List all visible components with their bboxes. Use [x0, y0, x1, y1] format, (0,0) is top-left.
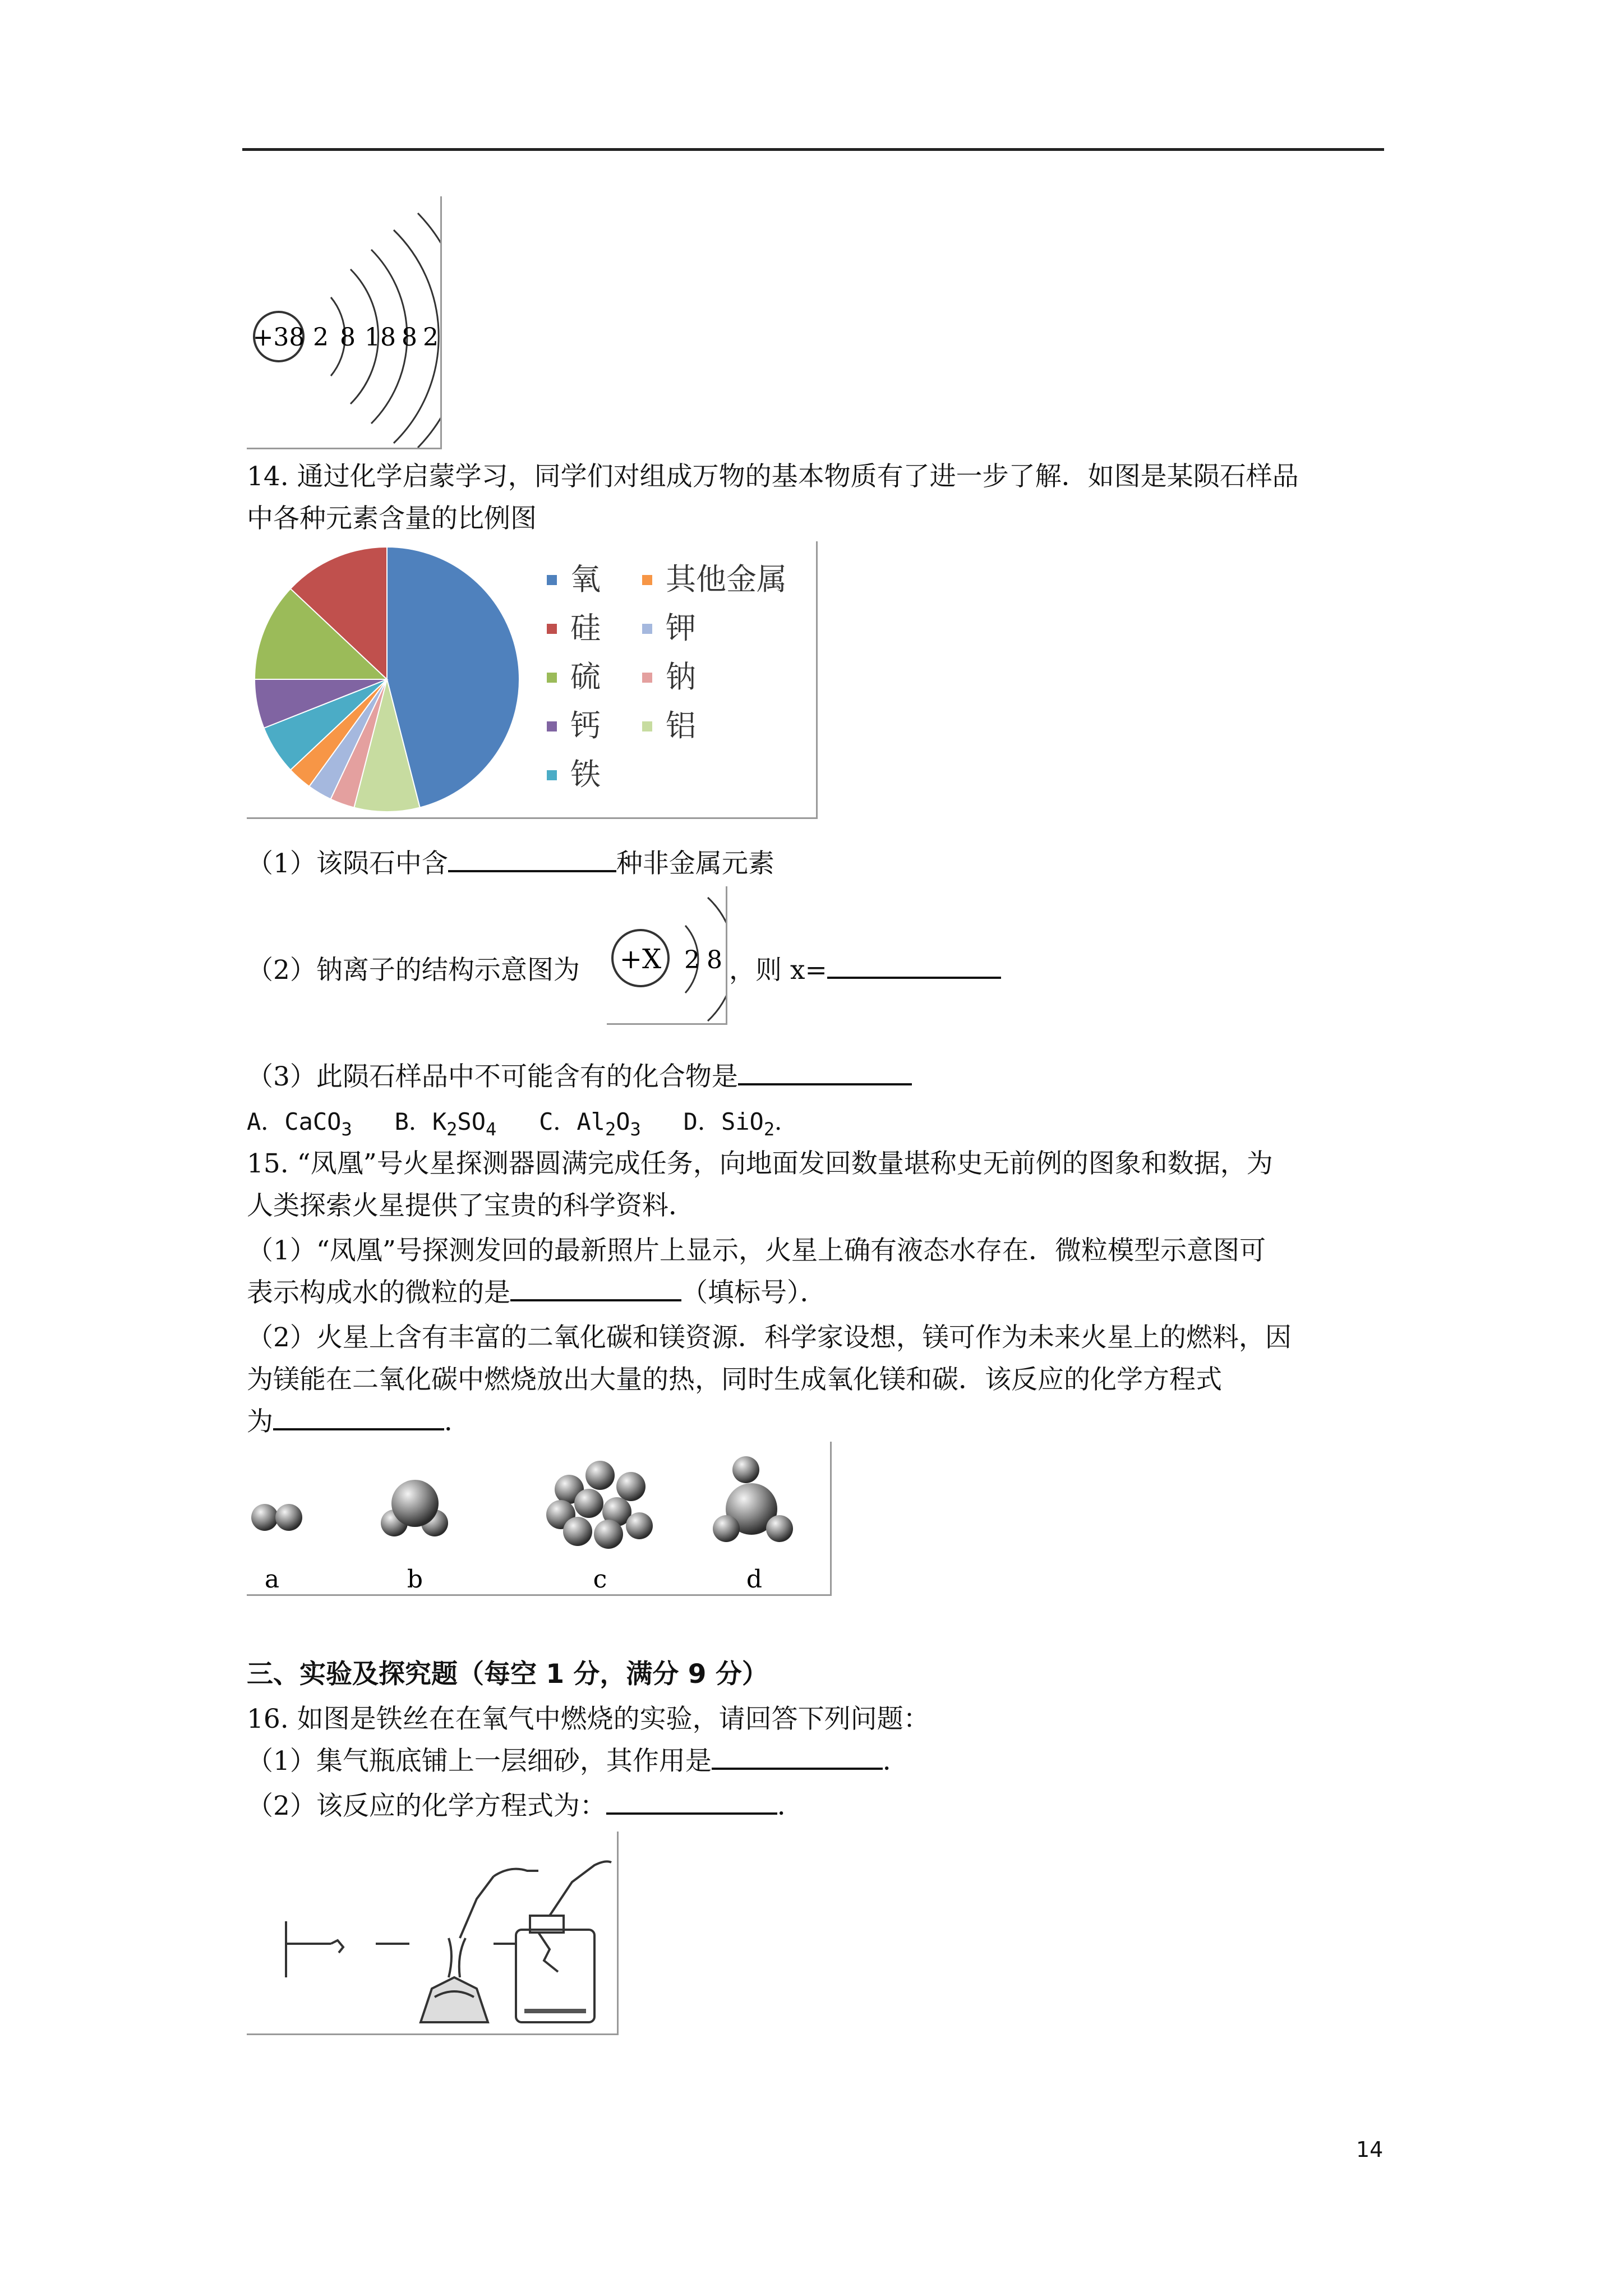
q15-part-2-line-1: （2）火星上含有丰富的二氧化碳和镁资源．科学家设想，镁可作为未来火星上的燃料，因: [247, 1322, 1292, 1353]
legend-label: 钠: [666, 659, 696, 694]
q15-part-1-line-2: 表示构成水的微粒的是 （填标号）．: [247, 1277, 827, 1308]
ion-nucleus-charge: +X: [619, 944, 662, 975]
q15-line-2: 人类探索火星提供了宝贵的科学资料．: [247, 1190, 695, 1221]
answer-blank[interactable]: [712, 1745, 883, 1770]
legend-label: 硫: [570, 659, 601, 694]
legend-swatch: [642, 624, 652, 634]
particle-model-b: [381, 1480, 448, 1536]
legend-label: 铁: [570, 757, 601, 792]
legend-label: 其他金属: [666, 562, 787, 597]
q14-part-2-tail: [729, 954, 1001, 987]
option-b: B．$K_2SO_4$: [394, 1108, 497, 1140]
section-3-heading: 三、实验及探究题（每空 1 分，满分 9 分）: [247, 1659, 768, 1690]
atom-structure-figure: [247, 196, 442, 449]
q14-part-3: [247, 1060, 912, 1094]
page-number: 14: [1356, 2137, 1384, 2162]
particle-label: b: [407, 1565, 423, 1594]
answer-blank[interactable]: [606, 1790, 777, 1815]
q16-part-2: （2）该反应的化学方程式为： ．: [247, 1791, 804, 1821]
particle-label: c: [593, 1565, 607, 1594]
particle-model-figure: [247, 1442, 832, 1596]
q14-line-1: 14. 通过化学启蒙学习，同学们对组成万物的基本物质有了进一步了解．如图是某陨石样品: [247, 461, 1299, 492]
sodium-ion-diagram: [607, 886, 726, 1023]
q15-part-2-line-2: 为镁能在二氧化碳中燃烧放出大量的热，同时生成氧化镁和碳．该反应的化学方程式: [247, 1364, 1222, 1395]
legend-swatch: [642, 575, 652, 585]
answer-blank[interactable]: [738, 1061, 912, 1085]
legend-swatch: [547, 673, 557, 683]
shell-electron-count: 18: [365, 323, 396, 352]
header-rule: [242, 148, 1384, 151]
iron-combustion-figure: [247, 1832, 619, 2035]
q14-part-2: [247, 954, 580, 987]
q14-part-2-suffix: ，则 x=: [729, 955, 827, 986]
sodium-ion-figure: [607, 886, 727, 1025]
shell-electron-count: 2: [313, 323, 329, 352]
q14-part-1-text: （1）该陨石中含: [247, 848, 448, 879]
particle-model-diagram: [247, 1442, 830, 1594]
q15-part-1-line-1: （1）“凤凰”号探测发回的最新照片上显示，火星上确有液态水存在．微粒模型示意图可: [247, 1235, 1266, 1266]
q14-line-2: 中各种元素含量的比例图: [247, 503, 537, 534]
element-pie-chart-figure: [247, 541, 818, 819]
legend-label: 硅: [570, 610, 601, 646]
legend-swatch: [547, 624, 557, 634]
q14-part-1: [247, 847, 774, 881]
legend-swatch: [547, 721, 557, 731]
q14-part-2-text: （2）钠离子的结构示意图为: [247, 955, 580, 986]
option-d: D．SiO$_2$．: [683, 1108, 799, 1140]
particle-model-d: [713, 1456, 793, 1542]
q14-options: [247, 1105, 798, 1146]
shell-electron-count: 8: [340, 323, 356, 352]
q15-line-1: 15. “凤凰”号火星探测器圆满完成任务，向地面发回数量堪称史无前例的图象和数据，为: [247, 1148, 1273, 1179]
legend-swatch: [642, 673, 652, 683]
shell-electron-count: 2: [423, 323, 439, 352]
shell-electron-count: 8: [402, 323, 417, 352]
nucleus-charge: +38: [252, 323, 305, 352]
particle-label: d: [746, 1565, 763, 1594]
legend-swatch: [547, 575, 557, 585]
particle-model-a: [251, 1504, 302, 1531]
option-a: A．CaCO$_3$: [247, 1108, 352, 1140]
atom-structure-diagram: [247, 196, 440, 448]
legend-label: 铝: [666, 708, 696, 743]
particle-label: a: [264, 1565, 280, 1594]
element-pie-chart: [247, 541, 816, 817]
shell-electron-count: 8: [707, 946, 722, 974]
legend-swatch: [642, 721, 652, 731]
iron-combustion-illustration: [247, 1832, 617, 2033]
legend-label: 钙: [570, 708, 601, 743]
answer-blank[interactable]: [448, 848, 616, 872]
answer-blank[interactable]: [827, 954, 1001, 979]
answer-blank[interactable]: [273, 1406, 444, 1430]
answer-blank[interactable]: [510, 1277, 681, 1301]
shell-electron-count: 2: [684, 946, 700, 974]
legend-label: 钾: [666, 610, 696, 646]
option-c: C．$Al_2O_3$: [539, 1108, 641, 1140]
legend-swatch: [547, 770, 557, 780]
q14-part-3-text: （3）此陨石样品中不可能含有的化合物是: [247, 1061, 738, 1092]
q15-part-2-line-3: 为 ．: [247, 1406, 471, 1437]
q16-part-1: （1）集气瓶底铺上一层细砂，其作用是 ．: [247, 1746, 909, 1777]
legend-label: 氧: [570, 562, 601, 597]
particle-model-c: [546, 1461, 653, 1549]
q16-line-1: 16. 如图是铁丝在在氧气中燃烧的实验，请回答下列问题：: [247, 1704, 930, 1734]
q14-part-1-suffix: 种非金属元素: [616, 848, 774, 879]
